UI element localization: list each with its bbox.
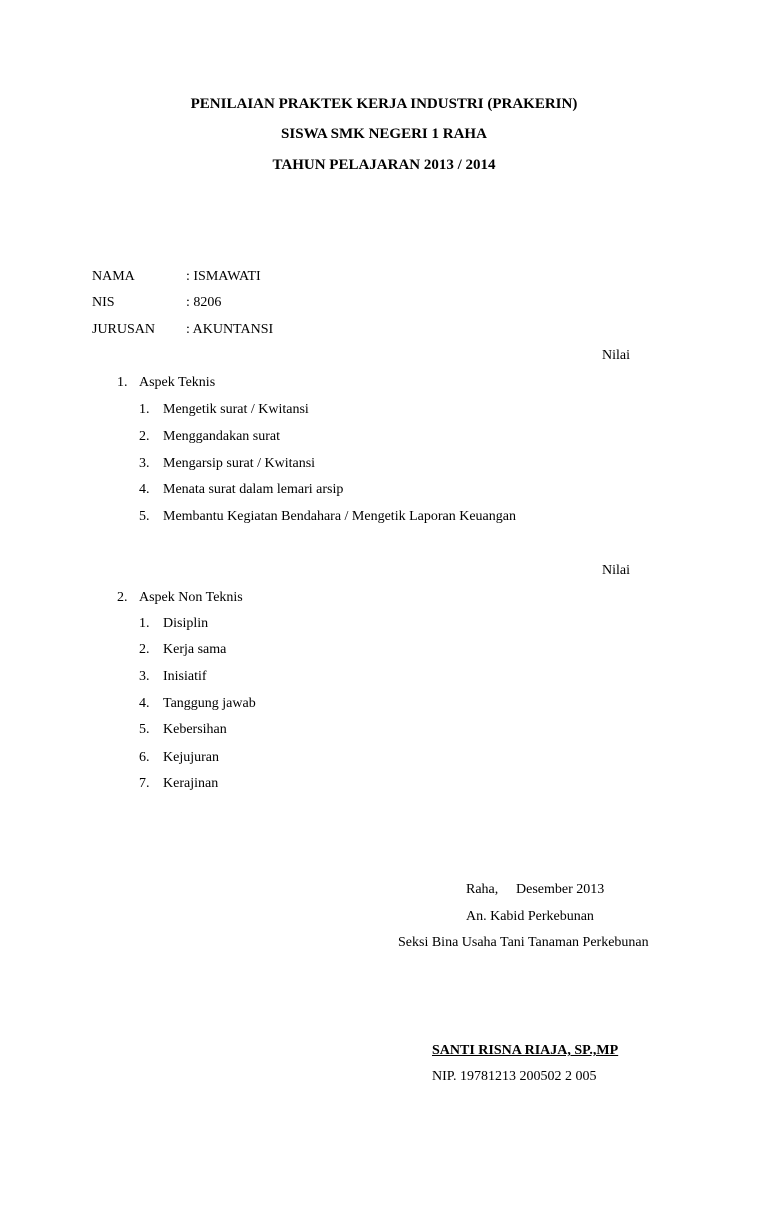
name-value: : ISMAWATI [186,269,261,284]
signature-date: Desember 2013 [516,882,605,897]
department-value: : AKUNTANSI [186,322,274,337]
list-item: Menata surat dalam lemari arsip [163,482,344,497]
nis-label: NIS [92,295,115,310]
list-item-number: 5. [139,509,150,524]
doc-title-line-1: PENILAIAN PRAKTEK KERJA INDUSTRI (PRAKERIN) [190,96,578,112]
list-item-number: 7. [139,776,150,791]
list-item-number: 6. [139,750,150,765]
list-item: Kejujuran [163,750,219,765]
list-item-number: 1. [139,616,150,631]
doc-title-line-2: SISWA SMK NEGERI 1 RAHA [281,126,487,142]
section-1-title: Aspek Teknis [139,375,216,390]
doc-title-line-3: TAHUN PELAJARAN 2013 / 2014 [272,157,496,173]
signature-section: Seksi Bina Usaha Tani Tanaman Perkebunan [398,935,649,950]
signatory-name: SANTI RISNA RIAJA, SP.,MP [432,1043,619,1058]
nilai-label-1: Nilai [602,348,630,363]
list-item-number: 2. [139,642,150,657]
name-label: NAMA [92,269,135,284]
list-item: Inisiatif [163,669,207,684]
section-1-number: 1. [117,375,128,390]
list-item: Mengetik surat / Kwitansi [163,402,309,417]
list-item: Kebersihan [163,722,227,737]
list-item-number: 4. [139,482,150,497]
list-item: Disiplin [163,616,209,631]
list-item-number: 4. [139,696,150,711]
list-item: Kerja sama [163,642,227,657]
list-item-number: 2. [139,429,150,444]
signature-place: Raha, [466,882,499,897]
department-label: JURUSAN [92,322,156,337]
list-item-number: 3. [139,456,150,471]
section-2-number: 2. [117,590,128,605]
signatory-nip: NIP. 19781213 200502 2 005 [432,1069,597,1084]
nilai-label-2: Nilai [602,563,630,578]
nis-value: : 8206 [186,295,222,310]
list-item-number: 5. [139,722,150,737]
list-item: Mengarsip surat / Kwitansi [163,456,316,471]
list-item-number: 3. [139,669,150,684]
list-item: Tanggung jawab [163,696,256,711]
list-item: Kerajinan [163,776,219,791]
signature-on-behalf: An. Kabid Perkebunan [466,909,594,924]
section-2-title: Aspek Non Teknis [139,590,243,605]
list-item: Menggandakan surat [163,429,281,444]
list-item: Membantu Kegiatan Bendahara / Mengetik Laporan Keuangan [163,509,516,524]
list-item-number: 1. [139,402,150,417]
